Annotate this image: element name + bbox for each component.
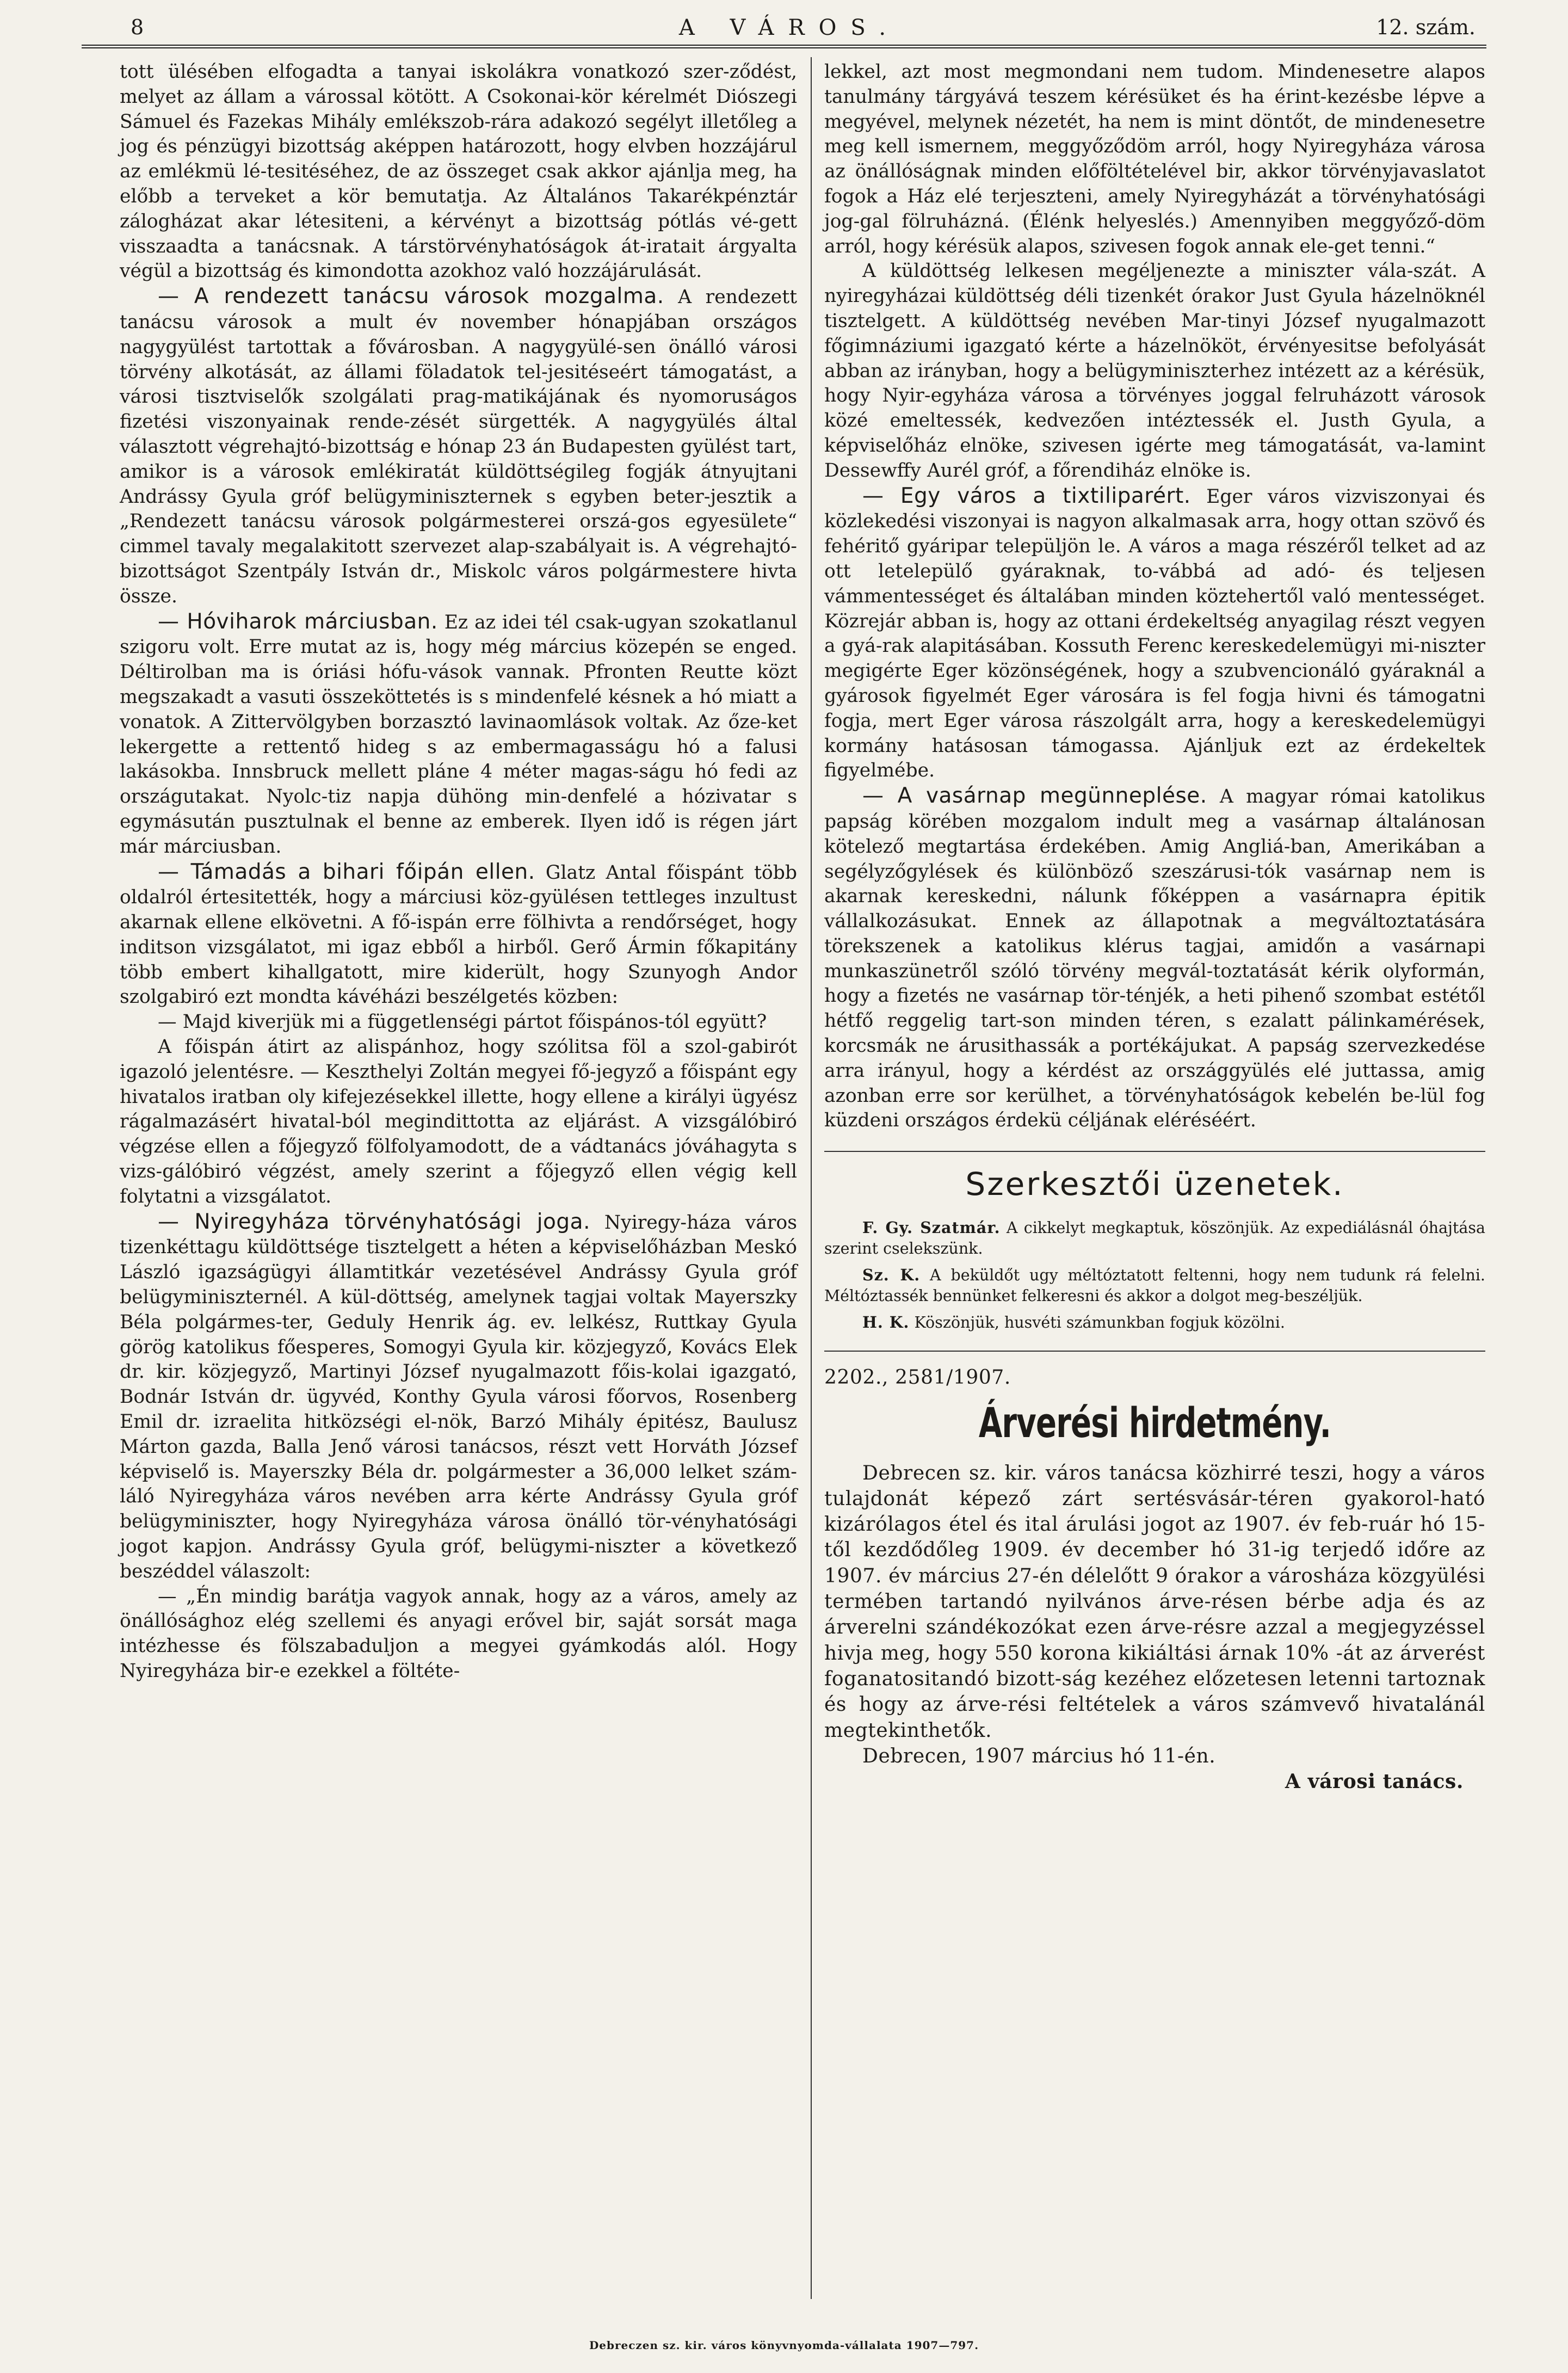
message-text: A beküldőt ugy méltóztatott feltenni, hogy nem tudunk rá felelni. Méltóztassék bennünket felkeresni és akkor a dolgot meg-beszéljük.	[824, 1266, 1485, 1305]
article-quote: — Majd kiverjük mi a függetlenségi pártot főispános-tól együtt?	[158, 1011, 767, 1033]
article-heading: — Egy város a tixtiliparért.	[862, 483, 1191, 508]
article-heading: — A vasárnap megünneplése.	[862, 784, 1207, 809]
article-continuation: tott ülésében elfogadta a tanyai iskolákra vonatkozó szer-ződést, melyet az állam a várossal kötött. A Csokonai-kör kérelmét Diószegi Sámuel és Fazekas Mihály emlékszob-rára adakozó segélyt illetőleg a jog és pénzügyi bizottság aképpen határozott, hogy elvben hozzájárul az emlékmü lé-tesitéséhez, de az összeget csak akkor ajánlja meg, ha előbb a terveket a kör bemutatja. Az Általános Takarékpénztár zálogházat akar létesiteni, a kérvényt a bizottság pótlás vé-gett visszaadta a tanácsnak. A társtörvényhatóságok át-iratait árgyalta végül a bizottság és kimondotta azokhoz való hozzájárulását.	[120, 61, 797, 282]
notice-date: Debrecen, 1907 március hó 11-én.	[862, 1745, 1216, 1767]
right-column	[824, 60, 1485, 1795]
notice-signature: A városi tanács.	[1285, 1770, 1464, 1793]
section-separator	[824, 1151, 1485, 1152]
printer-imprint: Debreczen sz. kir. város könyvnyomda-vállalata 1907—797.	[589, 2339, 979, 2352]
article-rendezett-tanacsu	[120, 284, 797, 609]
article-vasarnap	[824, 784, 1485, 1133]
message-text: Köszönjük, husvéti számunkban fogjuk közölni.	[909, 1314, 1285, 1332]
page-header	[82, 5, 1497, 48]
left-column	[120, 60, 797, 1684]
article-quote: — „Én mindig barátja vagyok annak, hogy az a város, amely az önállósághoz elég szellemi és anyagi erővel bir, saját sorsát maga intézhesse és fölszabaduljon a megyei gyámkodás alól. Hogy Nyiregyháza bir-e ezekkel a föltéte-	[120, 1585, 797, 1682]
notice-reference: 2202., 2581/1907.	[824, 1366, 1011, 1389]
article-nyiregyhaza	[120, 1210, 797, 1585]
article-body: A magyar római katolikus papság körében mozgalom indult meg a vasárnap általánosan kötelező megtartása érdekében. Amig Angliá-ban, Amerikában a segélyzőgylések és különböző szeszárusi-tók vasárnap nem is akarnak kereskedni, nálunk főképpen a vasárnapra épitik vállalkozásukat. Ennek az állapotnak a megváltoztatására törekszenek a katolikus klérus tagjai, amidőn a vasárnapi munkaszünetről szóló törvény megvál-toztatását kérik olyformán, hogy a fizetés ne vasárnap tör-ténjék, a heti pihenő szombat estétől hétfő reggelig tart-son minden téren, s ezalatt pálinkamérések, korcsmák ne árusithassák a portékájukat. A papság szervezkedése arra irányul, hogy a kérdést az országgyülés elé juttassa, amig azonban erre sor kerülhet, a törvényhatóságok kebelén be-lül fog küzdeni országos érdekü céljának eléréséért.	[824, 786, 1485, 1132]
section-separator	[824, 1351, 1485, 1352]
page-number: 8	[131, 15, 144, 39]
article-continuation: lekkel, azt most megmondani nem tudom. Mindenesetre alapos tanulmány tárgyává teszem kérésüket és ha érint-kezésbe lépve a megyével, melynek nézetét, ha nem is mint döntőt, de mindenesetre meg kell ismernem, meggyőződöm arról, hogy Nyiregyháza városa az önállóságnak minden előföltételével bir, akkor törvényjavaslatot fogok a Ház elé terjeszteni, amely Nyiregyházát a törvényhatósági jog-gal fölruházná. (Élénk helyeslés.) Amennyiben meggyőző-döm arról, hogy kérésük alapos, szivesen fogok annak ele-get tenni.“	[824, 61, 1485, 257]
article-body-continued: A küldöttség lelkesen megéljenezte a miniszter vála-szát. A nyiregyházai küldöttség déli tizenkét órakor Just Gyula házelnöknél tisztelgett. A küldöttség nevében Mar-tinyi József nyugalmazott főgimnáziumi igazgató kérte a házelnököt, érvényesitse befolyását abban az irányban, hogy a belügyminiszterhez intézett az a kérésük, hogy Nyir-egyháza városa a törvényes joggal felruházott városok közé emeltessék, kedvezően intéztessék el. Justh Gyula, a képviselőház elnöke, szivesen igérte meg támogatását, va-lamint Dessewffy Aurél gróf, a főrendiház elnöke is.	[824, 260, 1485, 482]
message-text: A cikkelyt megkaptuk, köszönjük. Az expediálásnál óhajtása szerint cselekszünk.	[824, 1219, 1485, 1258]
article-body: A rendezett tanácsu városok a mult év november hónapjában országos nagygyülést tartottak a fővárosban. A nagygyülé-sen önálló városi törvény alkotását, az állami föladatok tel-jesitéseért támogatást, a városi tisztviselők szolgálati prag-matikájának és nyomoruságos fizetési viszonyainak rende-zését sürgették. A nagygyülés által választott végrehajtó-bizottság e hónap 23 án Budapesten gyülést tart, amikor is a városok emlékiratát küldöttségileg fogják átnyujtani Andrássy Gyula gróf belügyminiszternek s egyben beter-jesztik a „Rendezett tanácsu városok polgármesterei orszá-gos egyesülete“ cimmel tavaly megalakitott szervezet alap-szabályait is. A végrehajtó-bizottságot Szentpály István dr., Miskolc város polgármestere hivta össze.	[120, 286, 797, 607]
notice-body: Debrecen sz. kir. város tanácsa közhirré teszi, hogy a város tulajdonát képező zárt sertésvásár-téren gyakorol-ható kizárólagos étel és ital árulási jogot az 1907. év feb-ruár hó 15-től kezdődőleg 1909. év december hó 31-ig terjedő időre az 1907. év március 27-én délelőtt 9 órakor a városháza közgyülési termében tartandó nyilvános árve-résen bérbe adja és az árverelni szándékozókat ezen árve-résre azzal a megjegyzéssel hivja meg, hogy 550 korona kikiáltási árnak 10% -át az árverést foganatositandó bizott-ság kezéhez előzetesen letenni tartoznak és hogy az árve-rési feltételek a város számvevő hivatalánál megtekinthetők.	[824, 1462, 1485, 1742]
message-recipient: F. Gy. Szatmár.	[862, 1218, 1001, 1237]
article-body: Ez az idei tél csak-ugyan szokatlanul szigoru volt. Erre mutat az is, hogy még március közepén se enged. Déltirolban ma is óriási hófu-vások vannak. Pfronten Reutte közt megszakadt a vasuti összeköttetés is s mindenfelé késnek a hó miatt a vonatok. A Zittervölgyben borzasztó lavinaomlások voltak. Az őze-ket lekergette a rettentő hideg s az embermagasságu hó a falusi lakásokba. Innsbruck mellett pláne 4 méter magas-ságu hó fedi az országutakat. Nyolc-tiz napja dühöng min-denfelé a hózivatar s egymásután pusztulnak el benne az emberek. Ilyen idő is régen járt már márciusban.	[120, 611, 798, 858]
auction-notice	[824, 1365, 1485, 1795]
column-divider	[811, 57, 812, 2299]
article-body: Glatz Antal főispánt több oldalról értesitették, hogy a márciusi köz-gyülésen tettleges inzultust akarnak ellene elkövetni. A fő-ispán erre fölhivta a rendőrséget, hogy inditson vizsgálatot, mi igaz ebből a hirből. Gerő Ármin főkapitány több embert kihallgatott, mire kiderült, hogy Szunyogh Andor szolgabiró ezt mondta kávéházi beszélgetés közben:	[120, 861, 797, 1008]
article-hoviharok	[120, 609, 797, 860]
article-heading: — Hóviharok márciusban.	[158, 609, 438, 634]
notice-title: Árverési hirdetmény.	[978, 1398, 1331, 1447]
article-heading: — A rendezett tanácsu városok mozgalma.	[158, 284, 664, 309]
article-body: Nyiregy-háza város tizenkéttagu küldöttsége tisztelgett a héten a képviselőházban Meskó László igazságügyi államtitkár vezetésével Andrássy Gyula gróf belügyminiszternél. A kül-döttség, amelynek tagjai voltak Mayerszky Béla polgármes-ter, Geduly Henrik ág. ev. lelkész, Ruttkay Gyula görög katolikus főesperes, Somogyi Gyula kir. közjegyző, Kovács Elek dr. kir. közjegyző, Martinyi József nyugalmazott főis-kolai igazgató, Bodnár István dr. ügyvéd, Konthy Gyula városi főorvos, Rosenberg Emil dr. izraelita hitközségi el-nök, Barzó Mihály épitész, Baulusz Márton gazda, Balla Jenő városi tanácsos, részt vett Horváth József képviselő is. Mayerszky Béla dr. polgármester a 36,000 lelket szám-láló Nyiregyháza város nevében arra kérte Andrássy Gyula gróf belügyminiszter, hogy Nyiregyháza városa önálló tör-vényhatósági jogot kapjon. Andrássy Gyula gróf, belügymi-niszter a következő beszéddel válaszolt:	[120, 1211, 797, 1582]
article-heading: — Nyiregyháza törvényhatósági joga.	[158, 1209, 590, 1234]
header-rule	[82, 45, 1486, 51]
issue-number: 12. szám.	[1376, 15, 1476, 39]
article-tamadas-bihari	[120, 860, 797, 1010]
article-body: Eger város vizviszonyai és közlekedési viszonyai is nagyon alkalmasak arra, hogy ottan szövő és fehéritő gyáripar települjön le. A város a maga részéről telket ad az ott letelepülő gyáraknak, to-vábbá ad adó- és teljesen vámmentességet és általában minden köztehertől való mentességet. Közrejár abban is, hogy az ottani érdekeltség anyagilag részt vegyen a gyá-rak alapitásában. Kossuth Ferenc kereskedelemügyi mi-niszter megigérte Eger közönségének, hogy a szubvencionáló gyáraknál a gyárosok figyelmét Eger városára is fel fogja hivni és támogatni fogja, mert Eger városa rászolgált arra, hogy a kereskedelemügyi kormány hatásosan támogassa. Ajánljuk ezt az érdekeltek figyelmébe.	[824, 485, 1485, 782]
editor-message	[824, 1265, 1485, 1306]
journal-title: A VÁROS.	[678, 15, 900, 40]
editor-message	[824, 1312, 1485, 1333]
article-heading: — Támadás a bihari főipán ellen.	[158, 859, 535, 884]
article-body-continued: A főispán átirt az alispánhoz, hogy szólitsa föl a szol-gabirót igazoló jelentésre. — Keszthelyi Zoltán megyei fő-jegyző a főispánt egy hivatalos iratban oly kifejezésekkel illette, hogy ellene a királyi ügyész rágalmazásért hivatal-ból megindittotta az eljárást. A vizsgálóbiró végzése ellen a főjegyző fölfolyamodott, de a vádtanács jóváhagyta s vizs-gálóbiró végzést, amely szerint a főjegyző ellen végig kell folytatni a vizsgálatot.	[120, 1036, 797, 1207]
message-recipient: Sz. K.	[862, 1266, 921, 1285]
article-egy-varos	[824, 484, 1485, 784]
message-recipient: H. K.	[862, 1313, 910, 1332]
editor-messages-title: Szerkesztői üzenetek.	[965, 1166, 1344, 1203]
editor-message	[824, 1217, 1485, 1259]
